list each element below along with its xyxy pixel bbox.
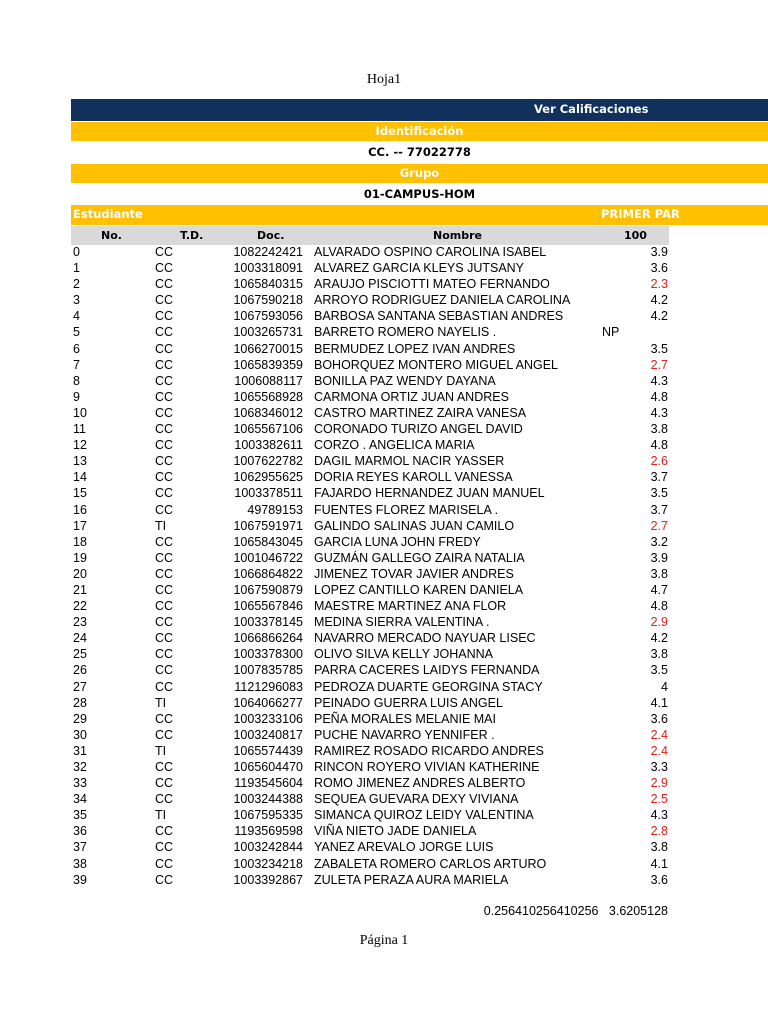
cell-td: CC [155,341,174,356]
table-row [0,389,768,405]
table-row [0,373,768,389]
table-row [0,518,768,534]
cell-doc: 1003240817 [233,727,303,742]
table-row [0,646,768,662]
cell-no: 2 [73,277,80,292]
cell-no: 21 [73,582,87,597]
cell-nombre: GUZMÁN GALLEGO ZAIRA NATALIA [314,550,525,565]
cell-nombre: YANEZ AREVALO JORGE LUIS [314,840,494,855]
cell-grade: 3.8 [650,422,668,437]
table-row [0,244,768,260]
cell-td: CC [155,679,174,694]
cell-nombre: NAVARRO MERCADO NAYUAR LISEC [314,631,536,646]
cell-grade: 3.7 [650,502,668,517]
estudiante-label: Estudiante [73,207,143,221]
cell-doc: 49789153 [247,502,303,517]
cell-no: 16 [73,502,87,517]
cell-doc: 1067595335 [233,808,303,823]
cell-no: 10 [73,405,87,420]
cell-td: CC [155,325,174,340]
cell-nombre: MEDINA SIERRA VALENTINA . [314,615,490,630]
cell-nombre: CORZO . ANGELICA MARIA [314,438,475,453]
table-row [0,582,768,598]
cell-doc: 1065567846 [233,599,303,614]
cell-doc: 1065843045 [233,534,303,549]
cell-doc: 1067590879 [233,582,303,597]
table-row [0,502,768,518]
cell-grade: 4.3 [650,405,668,420]
cell-grade: 3.3 [650,760,668,774]
cell-grade: 3.8 [650,566,668,581]
cell-nombre: JIMENEZ TOVAR JAVIER ANDRES [314,566,514,581]
cell-doc: 1082242421 [233,245,303,259]
cell-td: CC [155,550,174,565]
cell-grade: 4.3 [650,373,668,388]
cell-doc: 1003244388 [233,792,303,807]
cell-no: 12 [73,438,87,453]
cell-td: CC [155,454,174,469]
cell-doc: 1006088117 [234,373,303,388]
cell-td: CC [155,760,174,774]
cell-grade: 3.7 [650,470,668,485]
cell-no: 34 [73,792,87,807]
cell-nombre: MAESTRE MARTINEZ ANA FLOR [314,599,507,614]
table-row [0,276,768,292]
table-row [0,566,768,582]
cell-no: 7 [73,357,80,372]
cell-doc: 1067593056 [233,309,303,324]
cell-grade: 4.7 [650,582,668,597]
cell-doc: 1066270015 [233,341,303,356]
cell-no: 19 [73,550,87,565]
cell-td: TI [155,808,167,823]
cell-no: 29 [73,711,87,726]
column-header-nombre: Nombre [433,229,482,242]
cell-nombre: RINCON ROYERO VIVIAN KATHERINE [314,760,540,774]
cell-grade: 3.5 [650,663,668,678]
cell-doc: 1067590218 [233,293,303,308]
cell-no: 38 [73,856,87,871]
cell-td: CC [155,245,174,259]
cell-nombre: CASTRO MARTINEZ ZAIRA VANESA [314,405,527,420]
cell-td: CC [155,792,174,807]
table-row [0,469,768,485]
cell-doc: 1003378300 [233,647,303,662]
cell-no: 8 [73,373,80,388]
cell-doc: 1121296083 [234,679,303,694]
cell-nombre: BARBOSA SANTANA SEBASTIAN ANDRES [314,309,564,324]
cell-grade: 2.7 [650,518,668,533]
cell-grade: 2.5 [650,792,668,807]
cell-grade: 3.6 [650,872,668,887]
cell-td: CC [155,389,174,404]
cell-no: 9 [73,389,80,404]
cell-grade: 2.6 [650,454,668,469]
cell-grade: 4.8 [650,438,668,453]
cell-td: CC [155,422,174,437]
cell-nombre: RAMIREZ ROSADO RICARDO ANDRES [314,743,544,758]
cell-td: CC [155,711,174,726]
cell-nombre: BERMUDEZ LOPEZ IVAN ANDRES [314,341,516,356]
cell-grade: 2.8 [650,824,668,839]
table-row [0,485,768,501]
cell-td: CC [155,293,174,308]
table-row [0,614,768,630]
cell-no: 22 [73,599,87,614]
totals-average: 3.6205128 [608,904,668,918]
totals-ratio: 0.256410256410256 [483,904,599,918]
cell-doc: 1066866264 [233,631,303,646]
cell-nombre: BARRETO ROMERO NAYELIS . [314,325,497,340]
table-row [0,437,768,453]
cell-td: CC [155,599,174,614]
cell-doc: 1065567106 [233,422,303,437]
cell-nombre: FUENTES FLOREZ MARISELA . [314,502,499,517]
estudiante-header-bar [71,205,768,225]
cell-nombre: GALINDO SALINAS JUAN CAMILO [314,518,515,533]
cell-td: CC [155,502,174,517]
cell-doc: 1064066277 [233,695,303,710]
cell-grade: 4.8 [650,599,668,614]
sheet-title: Hoja1 [366,72,402,87]
cell-grade: 2.4 [650,727,668,742]
cell-nombre: PEÑA MORALES MELANIE MAI [314,711,496,726]
identificacion-value: CC. -- 77022778 [71,143,768,162]
cell-grade: 3.6 [650,711,668,726]
cell-grade: 3.5 [650,341,668,356]
cell-grade: 3.8 [650,840,668,855]
cell-grade: 4.2 [650,293,668,308]
cell-nombre: ARAUJO PISCIOTTI MATEO FERNANDO [314,277,550,292]
cell-nombre: ZABALETA ROMERO CARLOS ARTURO [314,856,547,871]
cell-td: TI [155,743,167,758]
cell-no: 18 [73,534,87,549]
table-row [0,292,768,308]
cell-doc: 1003378511 [234,486,303,501]
cell-doc: 1007835785 [233,663,303,678]
cell-no: 6 [73,341,80,356]
cell-no: 23 [73,615,87,630]
cell-td: CC [155,373,174,388]
table-row [0,872,768,888]
table-row [0,662,768,678]
totals-row [300,904,668,918]
table-row [0,341,768,357]
table-row [0,453,768,469]
table-row [0,421,768,437]
cell-td: CC [155,856,174,871]
cell-grade: 2.9 [650,776,668,791]
cell-nombre: BOHORQUEZ MONTERO MIGUEL ANGEL [314,357,559,372]
cell-no: 11 [73,422,86,437]
cell-doc: 1065568928 [233,389,303,404]
cell-doc: 1003233106 [233,711,303,726]
cell-grade: 4.3 [650,808,668,823]
cell-no: 27 [73,679,87,694]
cell-grade: 3.9 [650,550,668,565]
ver-calificaciones-banner [71,99,768,121]
table-row [0,308,768,324]
cell-doc: 1067591971 [233,518,303,533]
cell-doc: 1003318091 [233,261,303,276]
table-row [0,839,768,855]
cell-grade: 4.2 [650,631,668,646]
cell-nombre: OLIVO SILVA KELLY JOHANNA [314,647,494,662]
cell-td: CC [155,631,174,646]
cell-doc: 1003234218 [233,856,303,871]
cell-td: CC [155,647,174,662]
table-row [0,759,768,775]
cell-grade: 2.4 [650,743,668,758]
cell-nombre: ROMO JIMENEZ ANDRES ALBERTO [314,776,526,791]
cell-doc: 1065574439 [233,743,303,758]
cell-no: 39 [73,872,87,887]
column-header-no: No. [101,229,122,242]
cell-grade: 4.8 [650,389,668,404]
cell-doc: 1003392867 [233,872,303,887]
table-row [0,727,768,743]
grupo-label: Grupo [71,164,768,183]
cell-nombre: PEINADO GUERRA LUIS ANGEL [314,695,503,710]
column-header-doc: Doc. [257,229,285,242]
cell-no: 4 [73,309,80,324]
cell-td: CC [155,727,174,742]
cell-grade: 2.7 [650,357,668,372]
cell-doc: 1193569598 [234,824,303,839]
cell-td: CC [155,663,174,678]
cell-td: CC [155,566,174,581]
cell-doc: 1066864822 [233,566,303,581]
cell-td: CC [155,840,174,855]
cell-td: CC [155,438,174,453]
table-row [0,630,768,646]
cell-td: CC [155,615,174,630]
cell-grade: 3.5 [650,486,668,501]
table-row [0,260,768,276]
table-row [0,324,768,340]
cell-nombre: ZULETA PERAZA AURA MARIELA [314,872,509,887]
cell-nombre: FAJARDO HERNANDEZ JUAN MANUEL [314,486,545,501]
table-row [0,534,768,550]
cell-td: CC [155,357,174,372]
cell-nombre: DORIA REYES KAROLL VANESSA [314,470,513,485]
cell-doc: 1003382611 [234,438,303,453]
column-header-td: T.D. [180,229,204,242]
identificacion-label: Identificación [71,122,768,141]
cell-no: 15 [73,486,87,501]
cell-nombre: ARROYO RODRIGUEZ DANIELA CAROLINA [314,293,571,308]
cell-td: TI [155,518,167,533]
cell-grade: 2.9 [650,615,668,630]
cell-td: CC [155,470,174,485]
ver-calificaciones-label: Ver Calificaciones [534,102,649,116]
table-row [0,695,768,711]
table-row [0,357,768,373]
cell-nombre: GARCIA LUNA JOHN FREDY [314,534,481,549]
cell-no: 25 [73,647,87,662]
cell-grade: 4.2 [650,309,668,324]
cell-doc: 1003378145 [233,615,303,630]
cell-no: 31 [73,743,87,758]
cell-doc: 1062955625 [233,470,303,485]
cell-nombre: SIMANCA QUIROZ LEIDY VALENTINA [314,808,534,823]
cell-nombre: PUCHE NAVARRO YENNIFER . [314,727,495,742]
column-header-row [71,226,669,245]
cell-no: 3 [73,293,80,308]
cell-no: 24 [73,631,87,646]
cell-doc: 1003242844 [233,840,303,855]
cell-no: 26 [73,663,87,678]
cell-nombre: BONILLA PAZ WENDY DAYANA [314,373,496,388]
cell-doc: 1007622782 [233,454,303,469]
cell-doc: 1193545604 [234,776,303,791]
cell-doc: 1001046722 [233,550,303,565]
cell-doc: 1003265731 [233,325,303,340]
cell-no: 33 [73,776,87,791]
periodo-label: PRIMER PAR [601,207,680,221]
cell-nombre: LOPEZ CANTILLO KAREN DANIELA [314,582,524,597]
cell-td: CC [155,261,174,276]
cell-no: 1 [73,261,80,276]
table-row [0,679,768,695]
cell-td: CC [155,486,174,501]
cell-td: CC [155,534,174,549]
table-row [0,791,768,807]
table-row [0,405,768,421]
cell-nombre: VIÑA NIETO JADE DANIELA [314,824,477,839]
cell-grade: 3.2 [650,534,668,549]
cell-td: CC [155,776,174,791]
cell-no: 30 [73,727,87,742]
cell-nombre: PARRA CACERES LAIDYS FERNANDA [314,663,540,678]
cell-no: 35 [73,808,87,823]
cell-td: CC [155,824,174,839]
cell-no: 5 [73,325,80,340]
cell-td: CC [155,309,174,324]
cell-no: 37 [73,840,87,855]
cell-no: 17 [73,518,87,533]
cell-grade: 3.6 [650,261,668,276]
table-row [0,775,768,791]
cell-td: TI [155,695,167,710]
cell-td: CC [155,872,174,887]
cell-doc: 1065840315 [233,277,303,292]
cell-no: 36 [73,824,87,839]
cell-nombre: CARMONA ORTIZ JUAN ANDRES [314,389,509,404]
students-table-body [0,244,768,888]
cell-grade: 2.3 [650,277,668,292]
table-row [0,807,768,823]
column-header-percent: 100 [624,229,647,242]
table-row [0,856,768,872]
table-row [0,598,768,614]
cell-td: CC [155,277,174,292]
cell-no: 13 [73,454,87,469]
cell-nombre: ALVARADO OSPINO CAROLINA ISABEL [314,245,547,259]
table-row [0,743,768,759]
cell-grade: NP [602,325,620,340]
cell-nombre: CORONADO TURIZO ANGEL DAVID [314,422,523,437]
cell-no: 32 [73,760,87,774]
cell-no: 14 [73,470,87,485]
cell-grade: 4.1 [650,856,668,871]
table-row [0,550,768,566]
cell-doc: 1065839359 [233,357,303,372]
cell-doc: 1068346012 [233,405,303,420]
cell-no: 0 [73,245,80,259]
cell-no: 28 [73,695,87,710]
cell-no: 20 [73,566,87,581]
grupo-value: 01-CAMPUS-HOM [71,185,768,204]
cell-grade: 3.9 [650,245,668,259]
cell-doc: 1065604470 [233,760,303,774]
cell-nombre: ALVAREZ GARCIA KLEYS JUTSANY [314,261,525,276]
cell-nombre: PEDROZA DUARTE GEORGINA STACY [314,679,543,694]
cell-td: CC [155,582,174,597]
table-row [0,711,768,727]
table-row [0,823,768,839]
cell-td: CC [155,405,174,420]
cell-grade: 4 [661,679,668,694]
page-number: Página 1 [359,933,409,948]
cell-grade: 3.8 [650,647,668,662]
cell-nombre: SEQUEA GUEVARA DEXY VIVIANA [314,792,519,807]
cell-nombre: DAGIL MARMOL NACIR YASSER [314,454,505,469]
cell-grade: 4.1 [650,695,668,710]
